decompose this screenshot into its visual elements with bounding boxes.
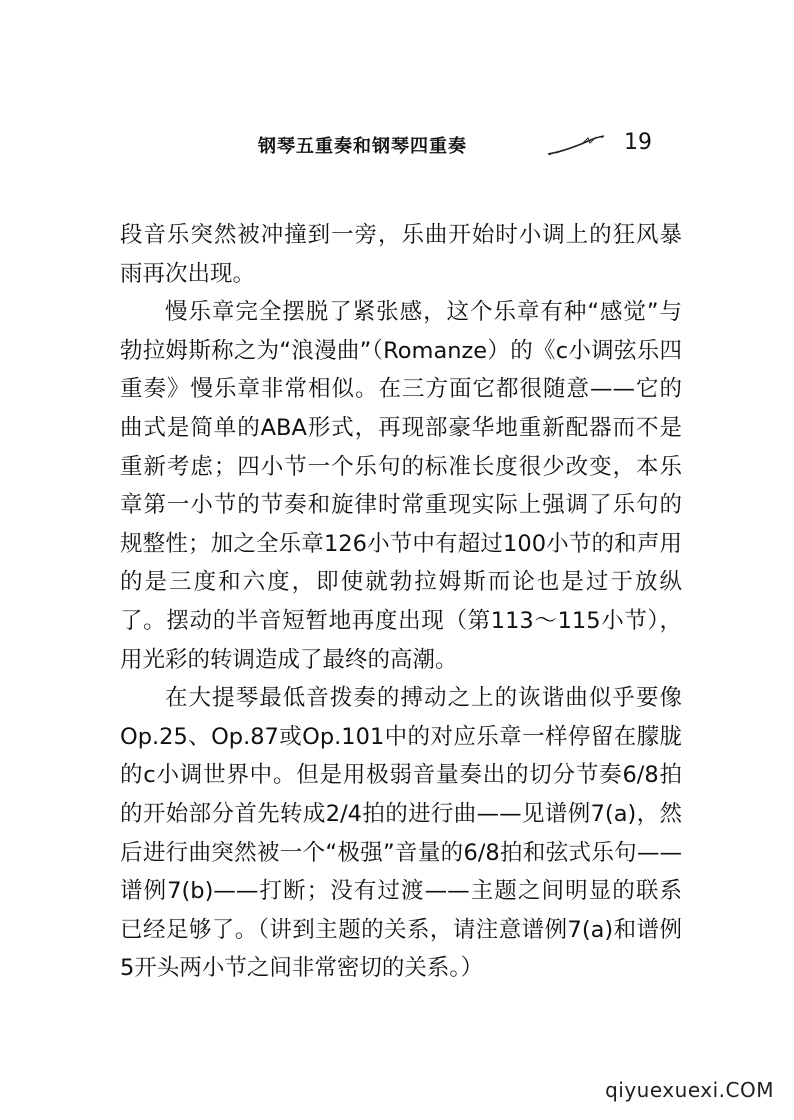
watermark: qiyuexuexi.COM <box>605 1078 774 1102</box>
body-text <box>120 216 682 988</box>
paragraph-slow-movement: 慢乐章完全摆脱了紧张感，这个乐章有种“感觉”与勃拉姆斯称之为“浪漫曲”（Romanze）的《c小调弦乐四重奏》慢乐章非常相似。在三方面它都很随意——它的曲式是简单的ABA形式，再现部豪华地重新配器而不是重新考虑；四小节一个乐句的标准长度很少改变，本乐章第一小节的节奏和旋律时常重现实际上强调了乐句的规整性；加之全乐章126小节中有超过100小节的和声用的是三度和六度，即使就勃拉姆斯而论也是过于放纵了。摆动的半音短暂地再度出现（第113～115小节），用光彩的转调造成了最终的高潮。 <box>120 299 682 673</box>
paragraph-continuation: 段音乐突然被冲撞到一旁，乐曲开始时小调上的狂风暴雨再次出现。 <box>120 222 682 287</box>
running-header <box>258 128 658 162</box>
flourish-icon <box>546 134 606 158</box>
page-number: 19 <box>624 130 652 155</box>
running-title: 钢琴五重奏和钢琴四重奏 <box>258 136 467 157</box>
paragraph-scherzo: 在大提琴最低音拨奏的搏动之上的诙谐曲似乎要像Op.25、Op.87或Op.101中的对应乐章一样停留在朦胧的c小调世界中。但是用极弱音量奏出的切分节奏6/8拍的开始部分首先转成2/4拍的进行曲——见谱例7(a)，然后进行曲突然被一个“极强”音量的6/8拍和弦式乐句——谱例7(b)——打断；没有过渡——主题之间明显的联系已经足够了。（讲到主题的关系，请注意谱例7(a)和谱例5开头两小节之间非常密切的关系。） <box>120 685 682 982</box>
